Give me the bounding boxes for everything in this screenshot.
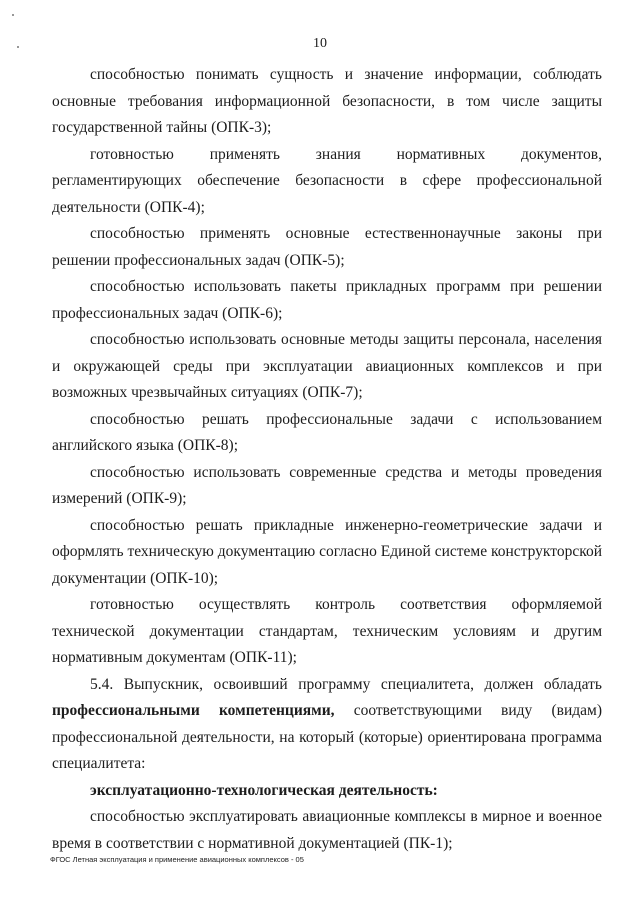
competency-opk-4: готовностью применять знания нормативных документов, регламентирующих обеспечение безопасности в сфере профессиональной деятельности (ОПК-4); [52, 145, 602, 216]
competency-opk-11: готовностью осуществлять контроль соответствия оформляемой технической документации стандартам, техническим условиям и другим нормативным документам (ОПК-11); [52, 596, 602, 666]
section-5-4-bold-term: профессиональными компетенциями, [52, 702, 335, 719]
competency-opk-8: способностью решать профессиональные задачи с использованием английского языка (ОПК-8); [52, 410, 602, 454]
competency-pk-1: способностью эксплуатировать авиационные комплексы в мирное и военное время в соответствии с нормативной документацией (ПК-1); [52, 808, 602, 852]
competency-opk-7: способностью использовать основные методы защиты персонала, населения и окружающей среды при эксплуатации авиационных комплексов и при возможных чрезвычайных ситуациях (ОПК-7); [52, 331, 602, 401]
competency-opk-10: способностью решать прикладные инженерно-геометрические задачи и оформлять техническую документацию согласно Единой системе конструкторской документации (ОПК-10); [52, 516, 602, 587]
competency-opk-9: способностью использовать современные средства и методы проведения измерений (ОПК-9); [52, 463, 602, 507]
section-5-4-rest: соответствующими виду (видам) профессиональной деятельности, на который (которые) ориентирована программа специалитета: [52, 702, 602, 772]
page-footer: ФГОС Летная эксплуатация и применение авиационных комплексов - 05 [50, 855, 304, 864]
document-body [52, 62, 602, 857]
section-5-4-paragraph [52, 672, 602, 778]
scan-speck [12, 14, 14, 16]
page-number: 10 [313, 36, 327, 51]
competency-opk-6: способностью использовать пакеты прикладных программ при решении профессиональных задач (ОПК-6); [52, 278, 602, 322]
competency-opk-5: способностью применять основные естественнонаучные законы при решении профессиональных задач (ОПК-5); [52, 225, 602, 269]
section-5-4-intro: 5.4. Выпускник, освоивший программу специалитета, должен обладать [90, 675, 602, 693]
competency-opk-3: способностью понимать сущность и значение информации, соблюдать основные требования информационной безопасности, в том числе защиты государственной тайны (ОПК-3); [52, 66, 602, 136]
activity-subheading: эксплуатационно-технологическая деятельность: [90, 781, 438, 799]
